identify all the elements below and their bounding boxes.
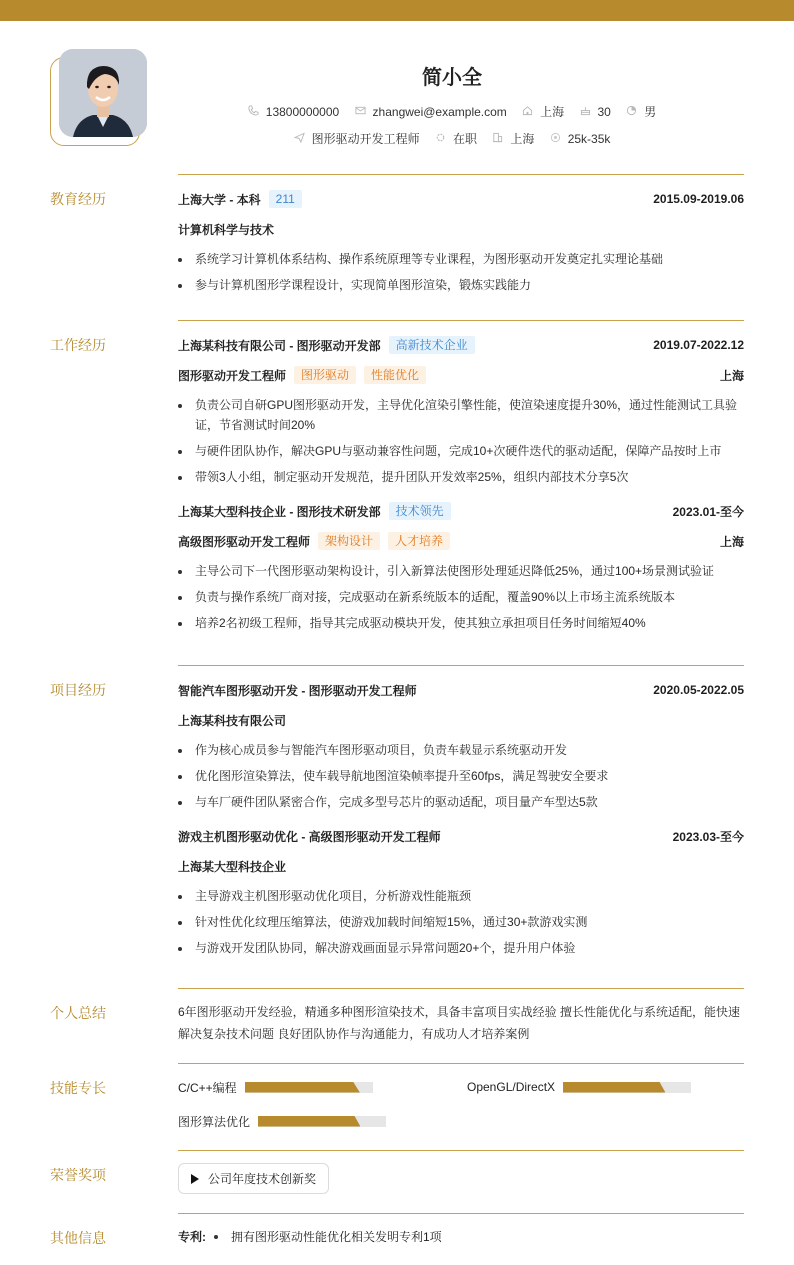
contact-row-2 [110,130,794,147]
work-role-row [178,365,744,385]
list-item: 参与计算机图形学课程设计，实现简单图形渲染，锻炼实践能力 [178,275,744,295]
contact-salary [550,132,611,146]
project-entry [178,680,744,812]
section-title-projects: 项目经历 [50,682,106,698]
list-item: 负责公司自研GPU图形驱动开发，主导优化渲染引擎性能，使渲染速度提升30%，通过性能测试工具验证，节省测试时间20% [178,395,744,435]
education-header-row [178,189,744,209]
salary-icon [550,132,562,144]
skill-item [178,1078,467,1096]
city-value: 上海 [540,105,565,119]
skill-level-fill [245,1082,360,1093]
major-name: 计算机科学与技术 [178,222,275,237]
skills-list [178,1078,744,1146]
project-bullets [178,740,744,812]
list-item: 培养2名初级工程师，指导其完成驱动模块开发，使其独立承担项目任务时间缩短40% [178,613,744,633]
age-value: 30 [597,105,611,119]
contact-age [580,105,611,119]
skill-item [178,1112,467,1130]
phone-value: 13800000000 [265,105,340,119]
section-summary [50,988,744,1063]
skill-item [467,1078,691,1096]
section-title-other: 其他信息 [50,1230,106,1246]
list-item: 主导游戏主机图形驱动优化项目，分析游戏性能瓶颈 [178,886,744,906]
list-item: 主导公司下一代图形驱动架构设计，引入新算法使图形处理延迟降低25%，通过100+场景测试验证 [178,561,744,581]
section-projects [50,665,744,988]
section-title-work: 工作经历 [50,337,106,353]
project-company-row [178,856,744,876]
candidate-name: 简小全 [422,67,482,89]
project-company: 上海某大型科技企业 [178,859,287,874]
skill-level-bar [245,1082,373,1093]
education-date: 2015.09-2019.06 [653,192,744,206]
work-company-row [178,501,744,521]
contact-work-city [492,130,534,147]
contact-email [355,105,507,119]
list-item: 与硬件团队协作，解决GPU与驱动兼容性问题，完成10+次硬件迭代的驱动适配，保障产品按时上市 [178,441,744,461]
contact-city [522,103,564,120]
list-item: 作为核心成员参与智能汽车图形驱动项目，负责车载显示系统驱动开发 [178,740,744,760]
cake-icon [580,105,592,117]
section-title-education: 教育经历 [50,191,106,207]
home-icon [522,105,534,117]
skill-name: 图形算法优化 [178,1114,251,1129]
project-header-row [178,826,744,846]
section-skills [50,1063,744,1150]
other-info-value: 拥有图形驱动性能优化相关发明专利1项 [231,1230,442,1244]
award-name: 公司年度技术创新奖 [208,1172,317,1186]
mail-icon [355,105,367,117]
role-name: 高级图形驱动开发工程师 [178,534,311,549]
work-role-row [178,531,744,551]
role-tag: 图形驱动 [294,366,356,384]
skill-level-bar [258,1116,386,1127]
major-row [178,219,744,239]
phone-icon [248,105,260,117]
email-value: zhangwei@example.com [372,105,507,119]
gender-icon [626,105,638,117]
project-name: 游戏主机图形驱动优化 - 高级图形驱动开发工程师 [178,829,441,844]
skill-level-fill [258,1116,360,1127]
summary-text: 6年图形驱动开发经验，精通多种图形渲染技术，具备丰富项目实战经验 擅长性能优化与系统适配，能快速解决复杂技术问题 良好团队协作与沟通能力，有成功人才培养案例 [178,1005,741,1041]
project-date: 2023.03-至今 [672,829,744,844]
work-city-value: 上海 [510,132,535,146]
list-item: 优化图形渲染算法，使车载导航地图渲染帧率提升至60fps，满足驾驶安全要求 [178,766,744,786]
skill-name: C/C++编程 [178,1080,237,1095]
skill-level-fill [563,1082,665,1093]
send-icon [294,132,306,144]
contact-row-1 [110,103,794,120]
work-entry [178,501,744,633]
other-info-row [178,1228,744,1245]
section-education [50,174,744,320]
salary-value: 25k-35k [567,132,611,146]
project-header-row [178,680,744,700]
company-tag: 技术领先 [389,502,451,520]
skill-name: OpenGL/DirectX [467,1080,556,1094]
work-bullets [178,561,744,633]
work-date: 2019.07-2022.12 [653,338,744,352]
section-other [50,1213,744,1263]
list-item: 与游戏开发团队协同，解决游戏画面显示异常问题20+个，提升用户体验 [178,938,744,958]
role-tag: 人才培养 [388,532,450,550]
list-item: 与车厂硬件团队紧密合作，完成多型号芯片的驱动适配，项目量产车型达5款 [178,792,744,812]
project-company: 上海某科技有限公司 [178,713,287,728]
list-item: 针对性优化纹理压缩算法，使游戏加载时间缩短15%，通过30+款游戏实测 [178,912,744,932]
gender-value: 男 [644,105,657,119]
project-bullets [178,886,744,958]
project-company-row [178,710,744,730]
work-bullets [178,395,744,487]
other-info-label: 专利: [178,1230,206,1244]
education-bullets [178,249,744,295]
section-awards [50,1150,744,1213]
bullet-dot [214,1235,218,1239]
contact-position [294,130,420,147]
project-date: 2020.05-2022.05 [653,683,744,697]
status-value: 在职 [452,132,477,146]
role-tag: 性能优化 [364,366,426,384]
position-value: 图形驱动开发工程师 [311,132,420,146]
building-icon [492,132,504,144]
role-tag: 架构设计 [318,532,380,550]
work-date: 2023.01-至今 [672,504,744,519]
contact-phone [248,105,339,119]
top-accent-bar [0,0,794,21]
work-company-row [178,335,744,355]
list-item: 负责与操作系统厂商对接，完成驱动在新系统版本的适配，覆盖90%以上市场主流系统版本 [178,587,744,607]
company-tag: 高新技术企业 [389,336,475,354]
list-item: 带领3人小组，制定驱动开发规范，提升团队开发效率25%，组织内部技术分享5次 [178,467,744,487]
work-location: 上海 [719,534,744,549]
section-work [50,320,744,665]
section-title-skills: 技能专长 [50,1080,106,1096]
work-location: 上海 [719,368,744,383]
contact-gender [626,103,656,120]
section-title-summary: 个人总结 [50,1005,106,1021]
status-icon [435,132,447,144]
list-item: 系统学习计算机体系结构、操作系统原理等专业课程，为图形驱动开发奠定扎实理论基础 [178,249,744,269]
skill-level-bar [563,1082,691,1093]
school-name: 上海大学 - 本科 [178,192,261,207]
role-name: 图形驱动开发工程师 [178,368,287,383]
company-name: 上海某科技有限公司 - 图形驱动开发部 [178,338,381,353]
project-entry [178,826,744,958]
company-name: 上海某大型科技企业 - 图形技术研发部 [178,504,381,519]
contact-status [435,130,477,147]
school-tag: 211 [269,190,302,208]
award-item[interactable] [178,1163,329,1194]
play-triangle-icon [191,1174,199,1184]
project-name: 智能汽车图形驱动开发 - 图形驱动开发工程师 [178,683,417,698]
resume-header [0,21,794,174]
section-title-awards: 荣誉奖项 [50,1167,106,1183]
work-entry [178,335,744,487]
